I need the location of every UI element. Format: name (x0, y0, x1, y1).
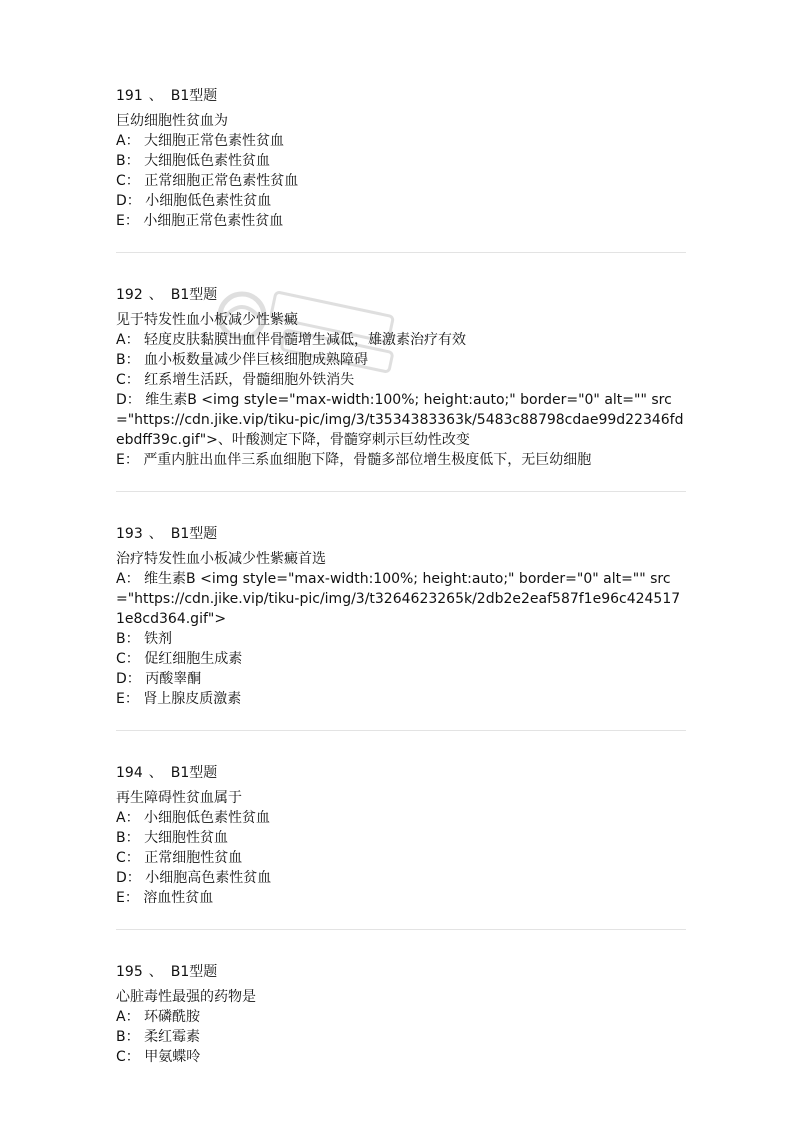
answer-option (116, 131, 686, 151)
question-number: 191 (116, 88, 143, 104)
question-separator: 、 (148, 526, 163, 542)
question-block (116, 86, 686, 231)
answer-option (116, 689, 686, 709)
question-number: 195 (116, 964, 143, 980)
option-text: 轻度皮肤黏膜出血伴骨髓增生减低，雄激素治疗有效 (144, 332, 467, 348)
option-letter: A： (116, 571, 140, 587)
question-header (116, 962, 686, 982)
option-letter: C： (116, 651, 140, 667)
question-type: B1型题 (170, 88, 218, 104)
option-text: 红系增生活跃，骨髓细胞外铁消失 (144, 372, 355, 388)
question-number: 193 (116, 526, 143, 542)
question-number: 194 (116, 765, 143, 781)
answer-option (116, 370, 686, 390)
option-letter: A： (116, 133, 140, 149)
question-type: B1型题 (170, 526, 218, 542)
question-block (116, 962, 686, 1067)
question-separator: 、 (148, 287, 163, 303)
question-divider (116, 929, 686, 930)
answer-option (116, 191, 686, 211)
option-letter: C： (116, 850, 140, 866)
option-text: 大细胞正常色素性贫血 (144, 133, 285, 149)
question-header (116, 524, 686, 544)
option-text: 环磷酰胺 (144, 1009, 201, 1025)
option-letter: A： (116, 332, 140, 348)
question-header (116, 285, 686, 305)
answer-option (116, 828, 686, 848)
option-text: 小细胞高色素性贫血 (145, 870, 272, 886)
question-type: B1型题 (170, 765, 218, 781)
question-divider (116, 491, 686, 492)
question-stem: 巨幼细胞性贫血为 (116, 113, 228, 129)
option-letter: B： (116, 631, 140, 647)
option-text: 柔红霉素 (144, 1029, 201, 1045)
question-number: 192 (116, 287, 143, 303)
option-text: 维生素B <img style="max-width:100%; height:auto;" border="0" alt="" src="https://cdn.jike.vip/tiku-pic/img/3/t3534383363k/5483c88798cdae99d22346fdebdff39c.gif">、叶酸测定下降，骨髓穿刺示巨幼性改变 (116, 392, 684, 448)
question-divider (116, 730, 686, 731)
question-separator: 、 (148, 88, 163, 104)
question-list (116, 86, 686, 1067)
answer-option (116, 330, 686, 350)
answer-option (116, 171, 686, 191)
option-text: 溶血性贫血 (143, 890, 214, 906)
question-block (116, 285, 686, 470)
option-text: 血小板数量减少伴巨核细胞成熟障碍 (144, 352, 369, 368)
option-letter: E： (116, 452, 139, 468)
question-type: B1型题 (170, 287, 218, 303)
answer-option (116, 848, 686, 868)
question-stem: 心脏毒性最强的药物是 (116, 989, 256, 1005)
option-text: 肾上腺皮质激素 (143, 691, 242, 707)
option-text: 正常细胞性贫血 (144, 850, 243, 866)
answer-option (116, 629, 686, 649)
option-letter: B： (116, 352, 140, 368)
answer-option (116, 211, 686, 231)
option-letter: B： (116, 153, 140, 169)
answer-option (116, 1047, 686, 1067)
option-text: 大细胞性贫血 (144, 830, 229, 846)
option-letter: E： (116, 691, 139, 707)
answer-option (116, 868, 686, 888)
option-letter: E： (116, 890, 139, 906)
answer-option (116, 649, 686, 669)
option-letter: C： (116, 1049, 140, 1065)
option-text: 正常细胞正常色素性贫血 (144, 173, 299, 189)
answer-option (116, 569, 686, 629)
question-stem: 见于特发性血小板减少性紫癜 (116, 312, 298, 328)
answer-option (116, 669, 686, 689)
question-stem: 再生障碍性贫血属于 (116, 790, 242, 806)
option-text: 小细胞低色素性贫血 (145, 193, 272, 209)
answer-option (116, 1027, 686, 1047)
option-letter: C： (116, 173, 140, 189)
question-block (116, 524, 686, 709)
answer-option (116, 1007, 686, 1027)
option-text: 铁剂 (144, 631, 173, 647)
option-text: 大细胞低色素性贫血 (144, 153, 271, 169)
option-letter: D： (116, 870, 141, 886)
question-stem: 治疗特发性血小板减少性紫癜首选 (116, 551, 326, 567)
option-letter: D： (116, 193, 141, 209)
option-text: 小细胞正常色素性贫血 (143, 213, 284, 229)
answer-option (116, 888, 686, 908)
answer-option (116, 808, 686, 828)
option-text: 甲氨蝶呤 (144, 1049, 201, 1065)
option-letter: E： (116, 213, 139, 229)
question-header (116, 86, 686, 106)
option-text: 小细胞低色素性贫血 (144, 810, 271, 826)
option-text: 促红细胞生成素 (144, 651, 243, 667)
question-divider (116, 252, 686, 253)
option-letter: A： (116, 810, 140, 826)
question-separator: 、 (148, 765, 163, 781)
option-letter: C： (116, 372, 140, 388)
answer-option (116, 450, 686, 470)
question-block (116, 763, 686, 908)
option-text: 严重内脏出血伴三系血细胞下降，骨髓多部位增生极度低下，无巨幼细胞 (143, 452, 592, 468)
option-letter: D： (116, 392, 141, 408)
question-header (116, 763, 686, 783)
answer-option (116, 390, 686, 450)
option-text: 丙酸睾酮 (145, 671, 202, 687)
option-letter: A： (116, 1009, 140, 1025)
option-text: 维生素B <img style="max-width:100%; height:auto;" border="0" alt="" src="https://cdn.jike.vip/tiku-pic/img/3/t3264623265k/2db2e2eaf587f1e96c4245171e8cd364.gif"> (116, 571, 681, 627)
question-separator: 、 (148, 964, 163, 980)
question-type: B1型题 (170, 964, 218, 980)
option-letter: B： (116, 830, 140, 846)
option-letter: D： (116, 671, 141, 687)
answer-option (116, 151, 686, 171)
option-letter: B： (116, 1029, 140, 1045)
answer-option (116, 350, 686, 370)
